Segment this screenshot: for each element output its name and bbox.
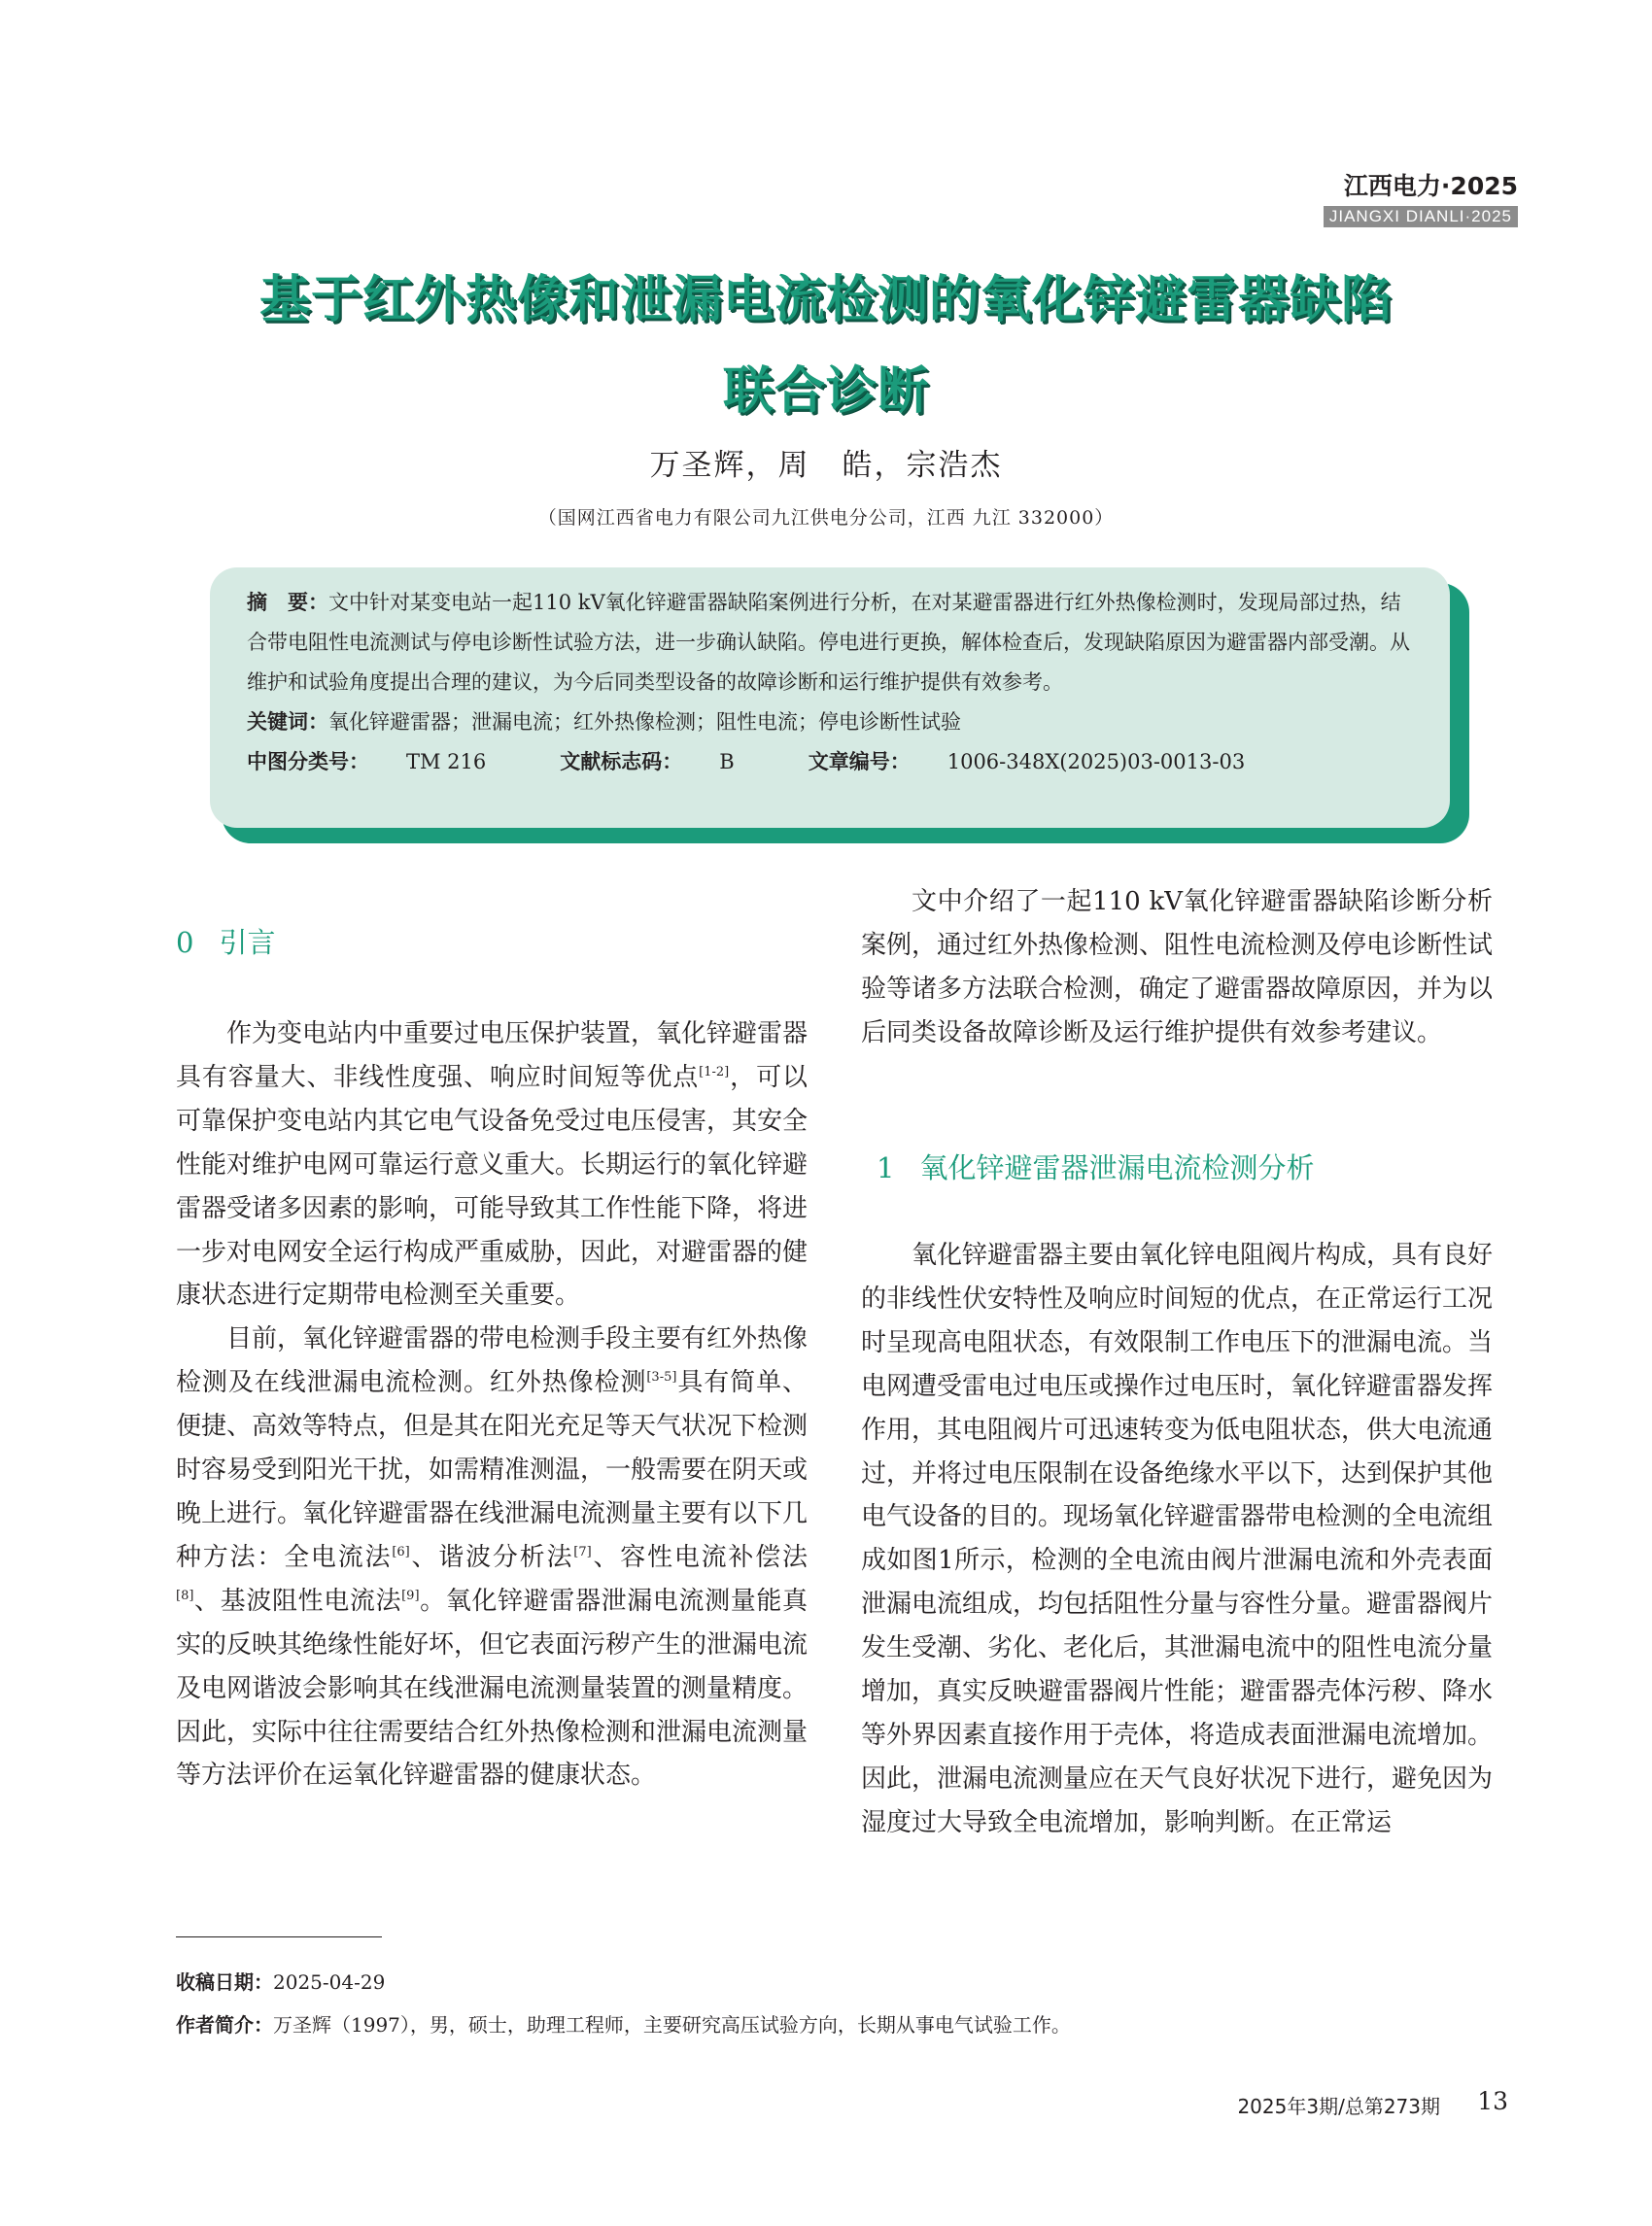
citation: [1-2] [699,1064,730,1079]
right-column-section1 [861,1234,1493,1845]
issue-info: 2025年3期/总第273期 [1237,2095,1440,2118]
citation: [7] [573,1544,592,1559]
article-title [0,255,1652,437]
doc-code-value: B [719,750,735,773]
section-title: 氧化锌避雷器泄漏电流检测分析 [919,1151,1315,1184]
citation: [9] [401,1588,420,1603]
title-line-1: 基于红外热像和泄漏电流检测的氧化锌避雷器缺陷 [258,271,1393,329]
abstract-box [210,567,1450,828]
left-column [176,1012,808,1798]
author-bio-line [176,2003,1071,2046]
affiliation: （国网江西省电力有限公司九江供电分公司，江西 九江 332000） [537,507,1115,529]
citation: [3-5] [646,1370,677,1386]
page-number: 13 [1477,2087,1508,2115]
author-bio: 万圣辉（1997），男，硕士，助理工程师，主要研究高压试验方向，长期从事电气试验工作。 [273,2013,1071,2037]
keywords-line [247,702,1411,742]
title-line-2: 联合诊断 [722,362,929,421]
authors: 万圣辉，周 皓，宗浩杰 [649,448,1003,483]
journal-pinyin: JIANGXI DIANLI·2025 [1324,206,1518,227]
received-date-line [176,1961,1071,2003]
keywords: 氧化锌避雷器；泄漏电流；红外热像检测；阻性电流；停电诊断性试验 [328,710,961,734]
clc-label: 中图分类号： [247,750,369,773]
article-no-label: 文章编号： [808,750,911,773]
abstract-label: 摘 要： [247,591,328,614]
footnotes [176,1961,1071,2046]
journal-name: 江西电力·2025 [1343,172,1518,200]
received-date: 2025-04-29 [273,1970,386,1994]
citation: [6] [392,1544,410,1559]
section-heading-introduction [176,921,275,961]
doc-code-label: 文献标志码： [560,750,683,773]
author-bio-label: 作者简介： [176,2013,273,2037]
paragraph: 目前，氧化锌避雷器的带电检测手段主要有红外热像检测及在线泄漏电流检测。红外热像检测[3-5]具有简单、便捷、高效等特点，但是其在阳光充足等天气状况下检测时容易受到阳光干扰，如需精准测温，一般需要在阴天或晚上进行。氧化锌避雷器在线泄漏电流测量主要有以下几种方法：全电流法[6]、谐波分析法[7]、容性电流补偿法[8]、基波阻性电流法[9]。氧化锌避雷器泄漏电流测量能真实的反映其绝缘性能好坏，但它表面污秽产生的泄漏电流及电网谐波会影响其在线泄漏电流测量装置的测量精度。因此，实际中往往需要结合红外热像检测和泄漏电流测量等方法评价在运氧化锌避雷器的健康状态。 [176,1324,809,1791]
section-number: 0 [176,926,194,959]
article-no-value: 1006-348X(2025)03-0013-03 [946,750,1246,773]
section-number: 1 [877,1151,895,1184]
paragraph: 文中介绍了一起110 kV氧化锌避雷器缺陷诊断分析案例，通过红外热像检测、阻性电流检测及停电诊断性试验等诸多方法联合检测，确定了避雷器故障原因，并为以后同类设备故障诊断及运行维护提供有效参考建议。 [861,887,1494,1047]
received-label: 收稿日期： [176,1970,273,1994]
classification-line [247,742,1411,782]
footnote-divider [176,1936,382,1937]
clc-value: TM 216 [406,750,487,773]
paragraph: 氧化锌避雷器主要由氧化锌电阻阀片构成，具有良好的非线性伏安特性及响应时间短的优点，在正常运行工况时呈现高电阻状态，有效限制工作电压下的泄漏电流。当电网遭受雷电过电压或操作过电压时，氧化锌避雷器发挥作用，其电阻阀片可迅速转变为低电阻状态，供大电流通过，并将过电压限制在设备绝缘水平以下，达到保护其他电气设备的目的。现场氧化锌避雷器带电检测的全电流组成如图1所示，检测的全电流由阀片泄漏电流和外壳表面泄漏电流组成，均包括阻性分量与容性分量。避雷器阀片发生受潮、劣化、老化后，其泄漏电流中的阻性电流分量增加，真实反映避雷器阀片性能；避雷器壳体污秽、降水等外界因素直接作用于壳体，将造成表面泄漏电流增加。因此，泄漏电流测量应在天气良好状况下进行，避免因为湿度过大导致全电流增加，影响判断。在正常运 [861,1241,1494,1837]
section-title: 引言 [219,926,276,959]
citation: [8] [176,1588,194,1603]
abstract-paragraph [247,583,1411,702]
keywords-label: 关键词： [247,710,328,734]
paragraph: 作为变电站内中重要过电压保护装置，氧化锌避雷器具有容量大、非线性度强、响应时间短等优点[1-2]，可以可靠保护变电站内其它电气设备免受过电压侵害，其安全性能对维护电网可靠运行意义重大。长期运行的氧化锌避雷器受诸多因素的影响，可能导致其工作性能下降，将进一步对电网安全运行构成严重威胁，因此，对避雷器的健康状态进行定期带电检测至关重要。 [176,1019,809,1311]
abstract-text: 文中针对某变电站一起110 kV氧化锌避雷器缺陷案例进行分析，在对某避雷器进行红外热像检测时，发现局部过热，结合带电阻性电流测试与停电诊断性试验方法，进一步确认缺陷。停电进行更换，解体检查后，发现缺陷原因为避雷器内部受潮。从维护和试验角度提出合理的建议，为今后同类型设备的故障诊断和运行维护提供有效参考。 [247,591,1410,694]
section-heading-leakage-analysis [877,1147,1314,1186]
right-column-intro [861,880,1493,1055]
